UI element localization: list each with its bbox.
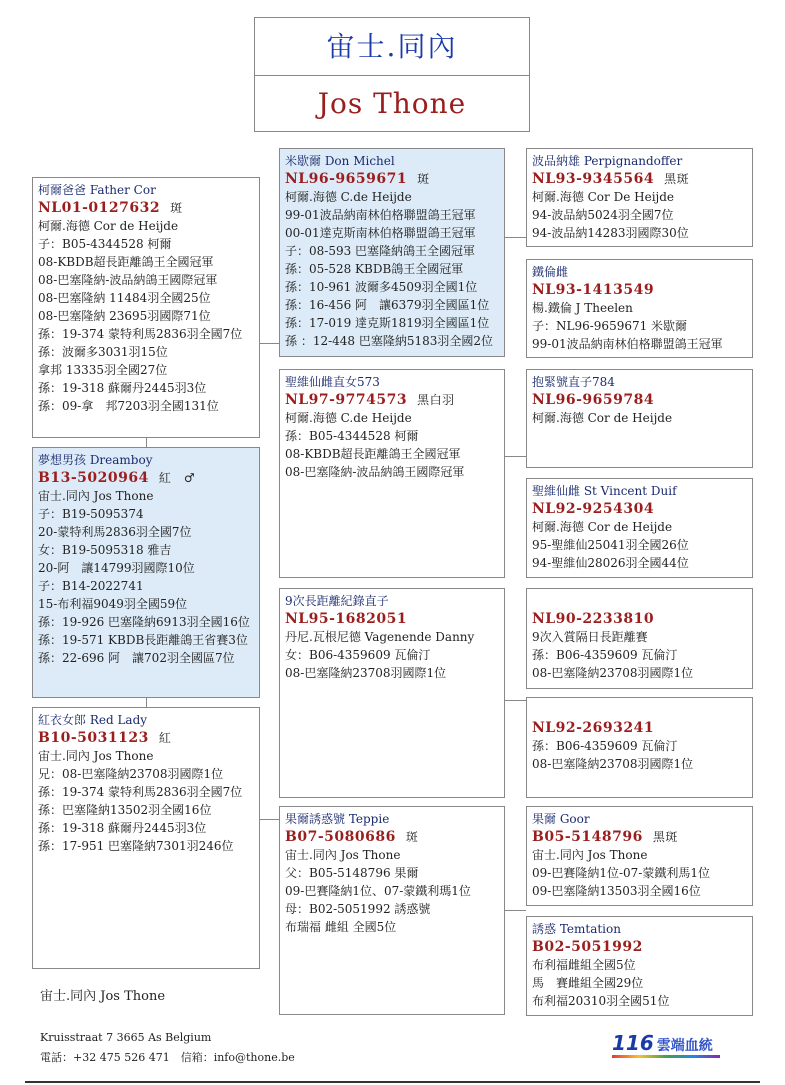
ss-sire-card <box>526 148 753 247</box>
sd-dam-name: 聖維仙雌 St Vincent Duif <box>532 484 677 498</box>
dam-dam-line: 09-巴賽隆納1位、07-蒙鐵利瑪1位 <box>285 884 471 898</box>
sire-line: 柯爾.海德 Cor de Heijde <box>38 219 179 233</box>
dam-sire-line: 女：B06-4359609 瓦倫汀 <box>285 648 431 662</box>
dd-sire-color: 黑斑 <box>652 830 678 844</box>
dam-dam-line: 母：B02-5051992 誘惑號 <box>285 902 431 916</box>
sire-sire-line: 孫：05-528 KBDB鴿王全國冠軍 <box>285 262 464 276</box>
subject-line: 宙士.同內 Jos Thone <box>38 489 154 503</box>
dam-dam-line: 父：B05-5148796 果爾 <box>285 866 419 880</box>
subject-line: 孫：22-696 阿 讓702羽全國區7位 <box>38 651 235 665</box>
owner-name-english: Jos Thone <box>317 87 467 120</box>
dam-line: 孫：巴塞隆納13502羽全國16位 <box>38 803 212 817</box>
sire-sire-line: 99-01波品納南林伯格聯盟鴿王冠軍 <box>285 208 476 222</box>
ds-sire-line: 08-巴塞隆納23708羽國際1位 <box>532 666 694 680</box>
breeder-contact: 電話：+32 475 526 471 信箱：info@thone.be <box>40 1051 295 1064</box>
dam-sire-line: 丹尼.瓦根尼德 Vagenende Danny <box>285 630 475 644</box>
bottom-divider <box>25 1081 760 1083</box>
subject-line: 孫：19-571 KBDB長距離鴿王省賽3位 <box>38 633 248 647</box>
sd-dam-ring: NL92-9254304 <box>532 501 655 517</box>
dd-dam-card <box>526 916 753 1016</box>
sire-ring: NL01-0127632 斑 <box>38 200 183 216</box>
logo-text: 雲端血統 <box>656 1038 713 1054</box>
sire-line: 孫：19-374 蒙特利馬2836羽全國7位 <box>38 327 243 341</box>
sd-sire-ring: NL96-9659784 <box>532 392 655 408</box>
subject-card <box>32 447 260 698</box>
dam-sire-name: 9次長距離紀錄直子 <box>285 594 389 608</box>
sire-name: 柯爾爸爸 Father Cor <box>38 183 156 197</box>
dam-ring: B10-5031123 紅 <box>38 730 172 746</box>
dd-sire-card <box>526 806 753 906</box>
subject-line: 孫：19-926 巴塞隆納6913羽全國16位 <box>38 615 250 629</box>
dam-dam-name: 果爾誘惑號 Teppie <box>285 812 390 826</box>
sire-sire-line: 孫 ：12-448 巴塞隆納5183羽全國2位 <box>285 334 494 348</box>
sire-line: 08-KBDB超長距離鴿王全國冠軍 <box>38 255 214 269</box>
sd-dam-line: 柯爾.海德 Cor de Heijde <box>532 520 673 534</box>
sire-line: 08-巴塞隆納 11484羽全國25位 <box>38 291 211 305</box>
dam-line: 孫：19-374 蒙特利馬2836羽全國7位 <box>38 785 243 799</box>
sire-dam-name: 聖維仙雌直女573 <box>285 375 380 389</box>
ds-sire-line: 孫：B06-4359609 瓦倫汀 <box>532 648 678 662</box>
dam-card <box>32 707 260 969</box>
sire-sire-ring: NL96-9659671 斑 <box>285 171 430 187</box>
sire-dam-line: 孫：B05-4344528 柯爾 <box>285 429 419 443</box>
ds-dam-line: 孫：B06-4359609 瓦倫汀 <box>532 739 678 753</box>
subject-line: 15-布利福9049羽全國59位 <box>38 597 188 611</box>
sire-sire-line: 00-01達克斯南林伯格聯盟鴿王冠軍 <box>285 226 476 240</box>
logo-number: 116 <box>612 1031 654 1055</box>
ds-sire-ring: NL90-2233810 <box>532 611 655 627</box>
ss-sire-line: 94-波品納5024羽全國7位 <box>532 208 674 222</box>
dam-dam-ring: B07-5080686 斑 <box>285 829 419 845</box>
sire-line: 子：B05-4344528 柯爾 <box>38 237 172 251</box>
ss-sire-line: 柯爾.海德 Cor De Heijde <box>532 190 675 204</box>
sire-dam-line: 08-巴塞隆納-波品納鴿王國際冠軍 <box>285 465 465 479</box>
ss-dam-ring: NL93-1413549 <box>532 282 655 298</box>
dam-line: 孫：19-318 蘇爾丹2445羽3位 <box>38 821 207 835</box>
sire-dam-line: 08-KBDB超長距離鴿王全國冠軍 <box>285 447 461 461</box>
sire-sire-line: 孫：10-961 波爾多4509羽全國1位 <box>285 280 478 294</box>
sire-dam-ring: NL97-9774573 黑白羽 <box>285 392 455 408</box>
owner-name-chinese: 宙士.同內 <box>255 18 529 76</box>
sd-sire-card <box>526 369 753 468</box>
dd-dam-ring: B02-5051992 <box>532 939 643 955</box>
dd-sire-line: 宙士.同內 Jos Thone <box>532 848 648 862</box>
dd-dam-name: 誘惑 Temtation <box>532 922 621 936</box>
ss-dam-name: 鐵倫雌 <box>532 265 569 279</box>
subject-line: 子：B14-2022741 <box>38 579 144 593</box>
sire-sire-color: 斑 <box>417 172 430 186</box>
sd-dam-line: 95-聖維仙25041羽全國26位 <box>532 538 689 552</box>
sire-line: 08-巴塞隆納 23695羽國際71位 <box>38 309 211 323</box>
ss-dam-line: 99-01波品納南林伯格聯盟鴿王冠軍 <box>532 337 723 351</box>
ds-sire-line: 9次入賞隔日長距離賽 <box>532 630 648 644</box>
subject-color: 紅 ♂ <box>158 471 196 485</box>
dam-line: 兄：08-巴塞隆納23708羽國際1位 <box>38 767 224 781</box>
subject-line: 20-蒙特利馬2836羽全國7位 <box>38 525 192 539</box>
dam-dam-color: 斑 <box>405 830 419 844</box>
dam-color: 紅 <box>158 731 172 745</box>
subject-line: 女：B19-5095318 雅吉 <box>38 543 172 557</box>
dd-dam-line: 馬 賽雌組全國29位 <box>532 976 644 990</box>
dam-sire-card <box>279 588 505 798</box>
ds-dam-ring: NL92-2693241 <box>532 720 655 736</box>
dd-dam-line: 布利福20310羽全國51位 <box>532 994 670 1008</box>
sire-dam-line: 柯爾.海德 C.de Heijde <box>285 411 412 425</box>
sire-sire-line: 子：08-593 巴塞隆納鴿王全國冠軍 <box>285 244 476 258</box>
dd-sire-line: 09-巴賽隆納1位-07-蒙鐵利馬1位 <box>532 866 710 880</box>
dam-sire-line: 08-巴塞隆納23708羽國際1位 <box>285 666 447 680</box>
dam-line: 孫：17-951 巴塞隆納7301羽246位 <box>38 839 234 853</box>
sire-dam-color: 黑白羽 <box>417 393 455 407</box>
ds-dam-line: 08-巴塞隆納23708羽國際1位 <box>532 757 694 771</box>
dam-name: 紅衣女郎 Red Lady <box>38 713 148 727</box>
subject-line: 子：B19-5095374 <box>38 507 144 521</box>
sd-dam-card <box>526 478 753 578</box>
dam-dam-card <box>279 806 505 1015</box>
sire-card <box>32 177 260 438</box>
sire-line: 孫：波爾多3031羽15位 <box>38 345 168 359</box>
sire-line: 拿邦 13335羽全國27位 <box>38 363 168 377</box>
subject-line: 20-阿 讓14799羽國際10位 <box>38 561 195 575</box>
sire-sire-line: 孫：16-456 阿 讓6379羽全國區1位 <box>285 298 490 312</box>
sire-dam-card <box>279 369 505 578</box>
ss-sire-name: 波品納雄 Perpignandoffer <box>532 154 683 168</box>
sd-dam-line: 94-聖維仙28026羽全國44位 <box>532 556 689 570</box>
logo-color-bar <box>612 1055 720 1058</box>
sd-sire-name: 抱緊號直子784 <box>532 375 615 389</box>
brand-logo <box>612 1031 713 1055</box>
sire-line: 孫：09-拿 邦7203羽全國131位 <box>38 399 219 413</box>
ss-sire-color: 黑斑 <box>664 172 690 186</box>
ss-dam-line: 楊.鐵倫 J Theelen <box>532 301 633 315</box>
dd-dam-line: 布利福雌組全國5位 <box>532 958 636 972</box>
dd-sire-name: 果爾 Goor <box>532 812 590 826</box>
dd-sire-line: 09-巴塞隆納13503羽全國16位 <box>532 884 701 898</box>
subject-ring: B13-5020964 紅 ♂ <box>38 470 196 486</box>
dam-sire-ring: NL95-1682051 <box>285 611 408 627</box>
dam-dam-line: 宙士.同內 Jos Thone <box>285 848 401 862</box>
dam-line: 宙士.同內 Jos Thone <box>38 749 154 763</box>
sire-sire-card <box>279 148 505 357</box>
ss-dam-card <box>526 259 753 358</box>
sire-line: 08-巴塞隆納-波品納鴿王國際冠軍 <box>38 273 218 287</box>
sire-line: 孫：19-318 蘇爾丹2445羽3位 <box>38 381 207 395</box>
ds-sire-card <box>526 588 753 689</box>
ss-sire-line: 94-波品納14283羽國際30位 <box>532 226 689 240</box>
sire-color: 斑 <box>170 201 183 215</box>
ss-dam-line: 子：NL96-9659671 米歇爾 <box>532 319 688 333</box>
breeder-address: Kruisstraat 7 3665 As Belgium <box>40 1031 212 1044</box>
ds-dam-card <box>526 697 753 798</box>
breeder-name: 宙士.同內 Jos Thone <box>40 989 166 1004</box>
ss-sire-ring: NL93-9345564 黑斑 <box>532 171 690 187</box>
sire-sire-line: 孫：17-019 達克斯1819羽全國區1位 <box>285 316 490 330</box>
sire-sire-line: 柯爾.海德 C.de Heijde <box>285 190 412 204</box>
pedigree-header <box>254 17 530 132</box>
sire-sire-name: 米歇爾 Don Michel <box>285 154 395 168</box>
sd-sire-line: 柯爾.海德 Cor de Heijde <box>532 411 673 425</box>
dd-sire-ring: B05-5148796 黑斑 <box>532 829 678 845</box>
dam-dam-line: 布瑞福 雌組 全國5位 <box>285 920 397 934</box>
subject-name: 夢想男孩 Dreamboy <box>38 453 153 467</box>
